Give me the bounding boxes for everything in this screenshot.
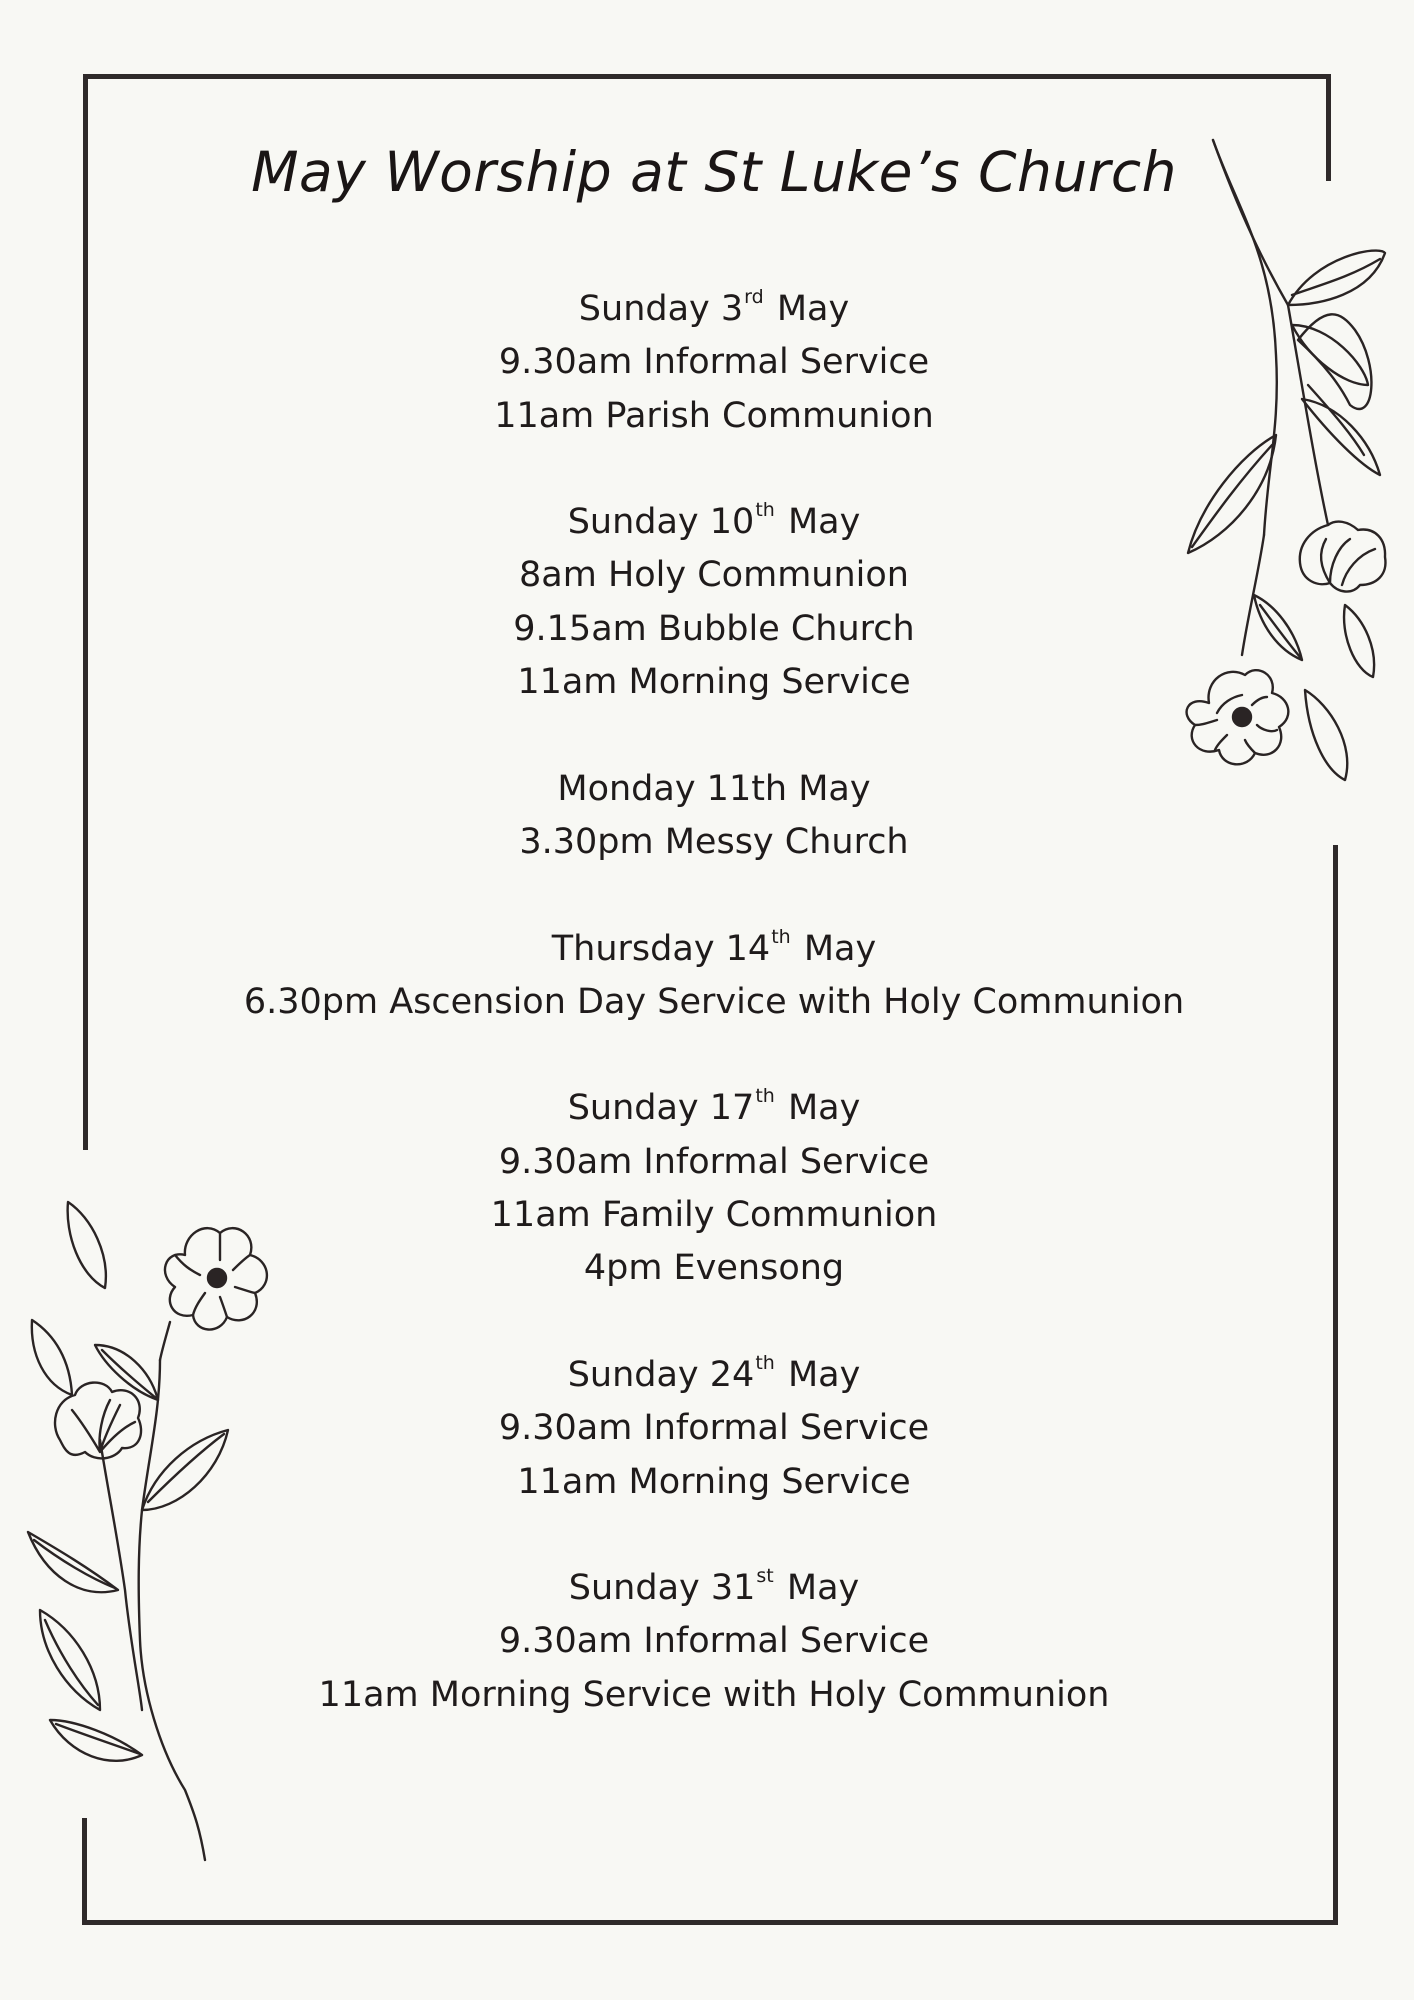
day-heading: Sunday 3rd May [578, 286, 850, 329]
frame-bottom-line [82, 1920, 1338, 1925]
floral-branch-icon [1180, 135, 1400, 795]
service-item: 9.30am Informal Service [498, 1141, 930, 1182]
service-item: 6.30pm Ascension Day Service with Holy Communion [243, 981, 1185, 1022]
frame-top-line [83, 74, 1330, 79]
day-heading: Sunday 31st May [568, 1565, 860, 1609]
day-heading: Sunday 10th May [567, 499, 861, 543]
floral-branch-icon [20, 1190, 270, 1870]
service-item: 11am Morning Service [517, 1461, 911, 1502]
service-item: 9.15am Bubble Church [513, 608, 915, 649]
service-item: 11am Morning Service with Holy Communion [318, 1674, 1110, 1715]
service-item: 9.30am Informal Service [498, 342, 930, 383]
service-item: 4pm Evensong [583, 1248, 845, 1289]
service-item: 9.30am Informal Service [498, 1621, 930, 1662]
service-item: 9.30am Informal Service [498, 1408, 930, 1449]
day-heading: Monday 11th May [557, 768, 871, 809]
service-item: 11am Family Communion [490, 1195, 938, 1236]
page-title: May Worship at St Luke’s Church [251, 140, 1177, 204]
day-heading: Sunday 24th May [567, 1351, 861, 1395]
service-item: 8am Holy Communion [519, 555, 909, 596]
day-heading: Sunday 17th May [567, 1085, 861, 1129]
day-heading: Thursday 14th May [551, 925, 877, 969]
service-item: 3.30pm Messy Church [519, 821, 909, 862]
service-day-group [0, 923, 1414, 1030]
service-item: 11am Morning Service [517, 662, 911, 703]
service-item: 11am Parish Communion [494, 395, 934, 436]
